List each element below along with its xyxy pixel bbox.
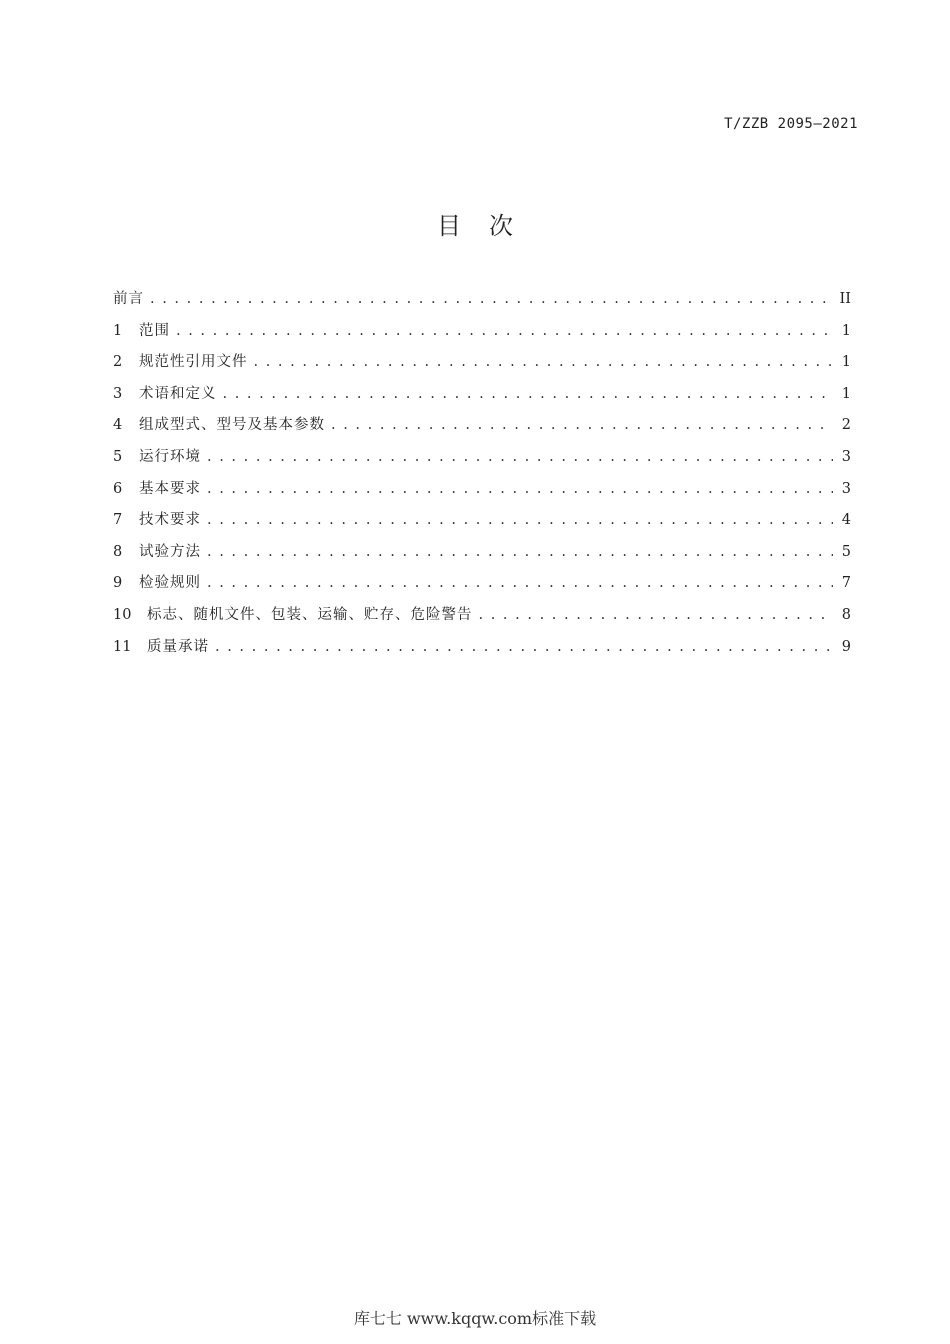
footer-watermark: 库七七 www.kqqw.com标准下载	[353, 1309, 597, 1328]
dot-leader	[215, 639, 833, 655]
toc-entry-number: 2	[113, 354, 123, 371]
toc-entry[interactable]	[113, 477, 851, 509]
toc-entry[interactable]	[113, 287, 851, 319]
dot-leader	[479, 607, 834, 623]
toc-entry-label: 基本要求	[139, 480, 201, 497]
toc-entry-label: 检验规则	[139, 575, 201, 592]
toc-entry[interactable]	[113, 540, 851, 572]
toc-entry[interactable]	[113, 350, 851, 382]
toc-entry-page: 2	[841, 417, 851, 434]
toc-entry-label: 质量承诺	[147, 638, 209, 655]
toc-entry-page: 9	[841, 638, 851, 655]
toc-entry[interactable]	[113, 635, 851, 667]
page-title: 目次	[437, 212, 541, 240]
toc-entry-label: 运行环境	[139, 448, 201, 465]
toc-entry-label: 标志、随机文件、包装、运输、贮存、危险警告	[147, 606, 473, 623]
toc-entry-page: 7	[841, 575, 851, 592]
toc-entry-number: 4	[113, 417, 123, 434]
toc-entry-number: 11	[113, 638, 132, 655]
toc-entry-label: 规范性引用文件	[139, 354, 248, 371]
dot-leader	[254, 354, 834, 370]
toc-entry-page: 8	[841, 606, 851, 623]
dot-leader	[150, 291, 833, 307]
toc-entry-page: 3	[841, 448, 851, 465]
toc-entry-number: 10	[113, 606, 132, 623]
toc-entry[interactable]	[113, 445, 851, 477]
toc-entry-label: 术语和定义	[139, 385, 217, 402]
dot-leader	[331, 417, 833, 433]
toc-entry-number: 9	[113, 575, 123, 592]
toc-entry-page: 1	[841, 322, 851, 339]
standard-code: T/ZZB 2095—2021	[724, 116, 858, 132]
toc-entry-page: 1	[841, 354, 851, 371]
toc-entry-label: 技术要求	[139, 512, 201, 529]
table-of-contents	[113, 287, 851, 666]
toc-entry[interactable]	[113, 319, 851, 351]
toc-entry-number: 8	[113, 543, 123, 560]
dot-leader	[223, 386, 834, 402]
dot-leader	[207, 575, 833, 591]
toc-entry-page: 4	[841, 512, 851, 529]
toc-entry-number: 6	[113, 480, 123, 497]
toc-entry[interactable]	[113, 508, 851, 540]
dot-leader	[207, 512, 833, 528]
toc-entry[interactable]	[113, 382, 851, 414]
dot-leader	[207, 449, 833, 465]
dot-leader	[176, 323, 833, 339]
toc-entry-page: 5	[841, 543, 851, 560]
dot-leader	[207, 544, 833, 560]
toc-entry[interactable]	[113, 413, 851, 445]
toc-entry-number: 3	[113, 385, 123, 402]
toc-entry-page: 3	[841, 480, 851, 497]
toc-entry-number: 1	[113, 322, 123, 339]
toc-entry[interactable]	[113, 571, 851, 603]
toc-entry-page: 1	[841, 385, 851, 402]
toc-entry-number: 7	[113, 512, 123, 529]
toc-entry[interactable]	[113, 603, 851, 635]
toc-entry-label: 组成型式、型号及基本参数	[139, 417, 325, 434]
toc-entry-number: 5	[113, 448, 123, 465]
toc-entry-label: 前言	[113, 291, 144, 307]
dot-leader	[207, 481, 833, 497]
toc-entry-page: II	[839, 291, 851, 307]
toc-entry-label: 试验方法	[139, 543, 201, 560]
toc-entry-label: 范围	[139, 322, 170, 339]
